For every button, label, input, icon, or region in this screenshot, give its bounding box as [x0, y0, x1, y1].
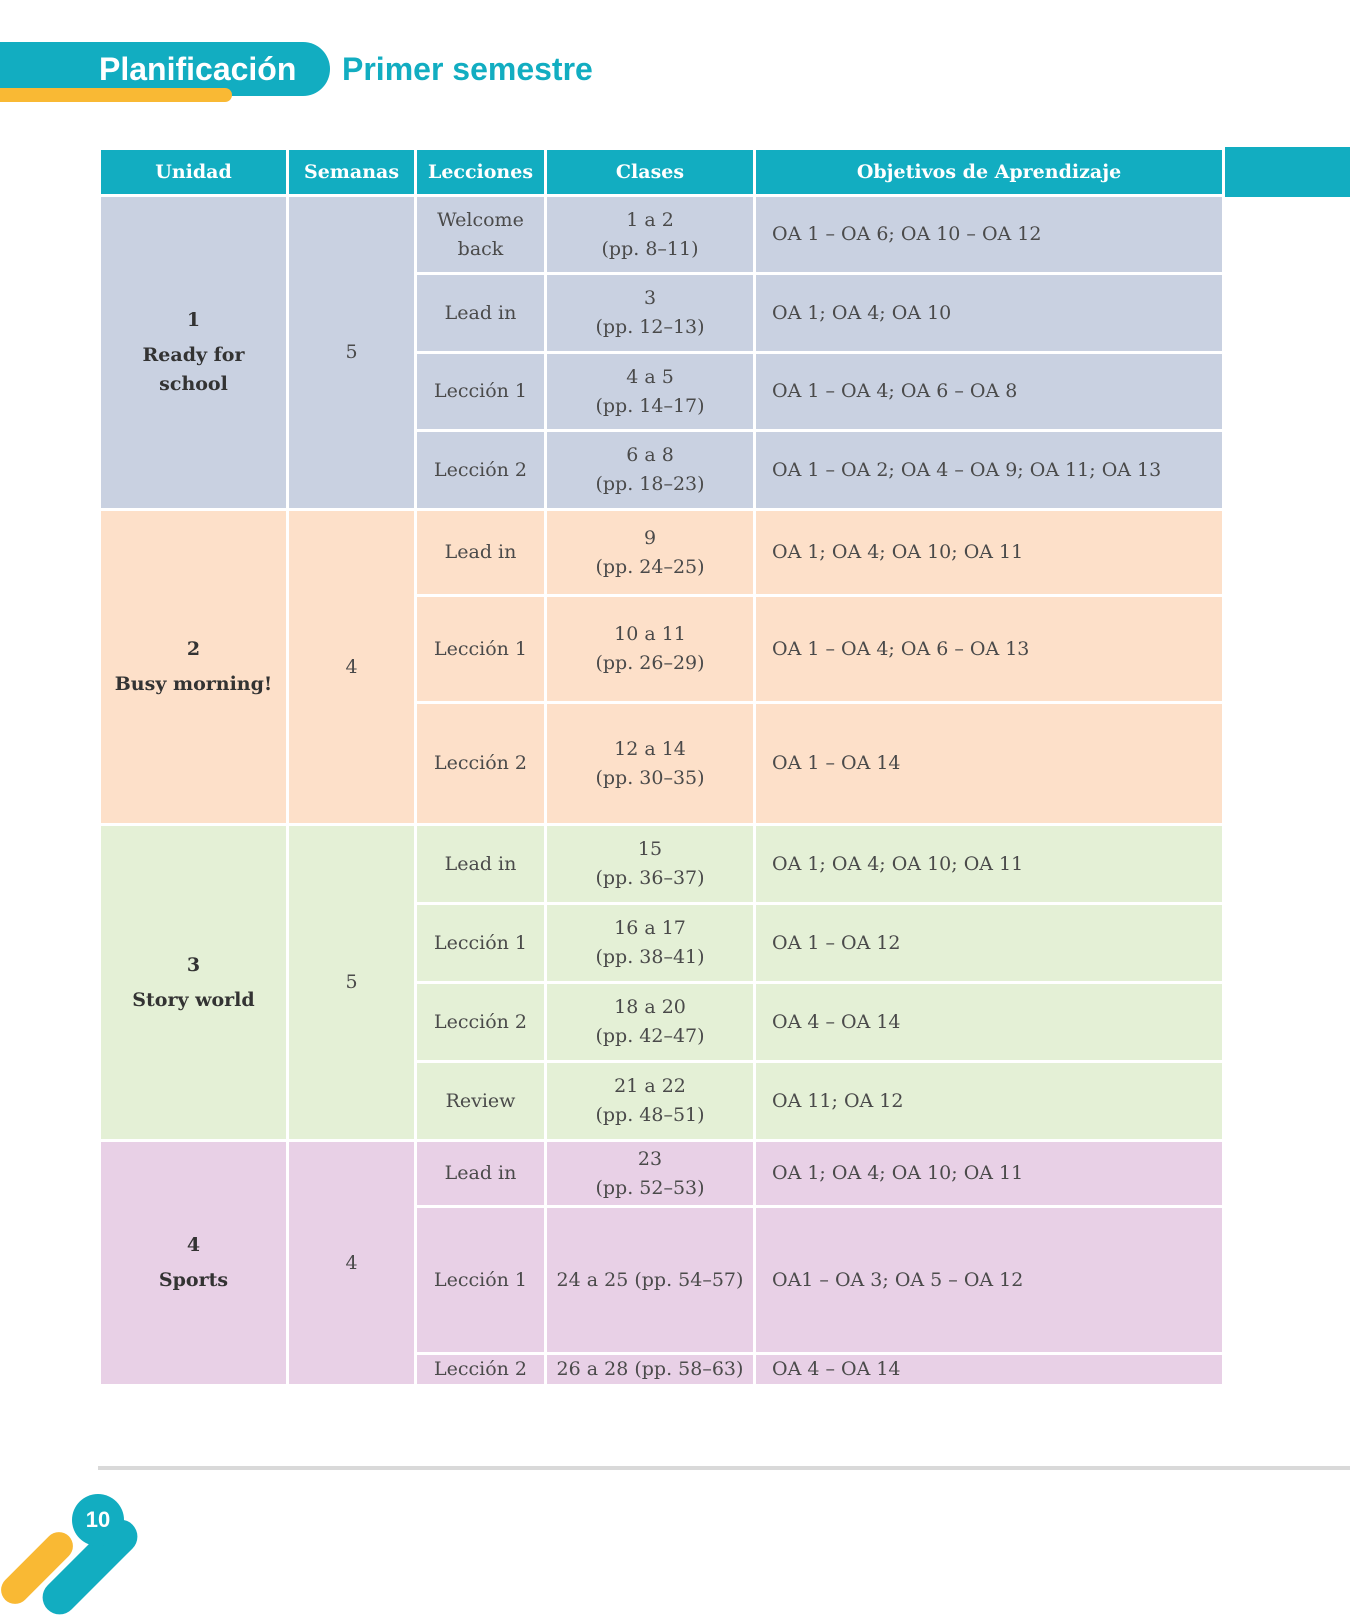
- table-row: [100, 196, 1224, 274]
- lesson-label: Lead in: [444, 301, 517, 324]
- classes-cell: [546, 904, 755, 983]
- lesson-cell: [416, 703, 546, 825]
- lesson-label: Lección 2: [433, 1358, 528, 1380]
- classes-label: 15 (pp. 36–37): [595, 838, 705, 889]
- unit-number: 3: [186, 953, 201, 976]
- page-title: Planificación: [99, 51, 297, 87]
- classes-label: 6 a 8 (pp. 18–23): [595, 444, 705, 495]
- classes-cell: [546, 1354, 755, 1386]
- page-number-badge: [0, 1480, 140, 1600]
- lesson-cell: [416, 1062, 546, 1141]
- page-header: [0, 0, 1350, 110]
- unit-name: Story world: [132, 988, 255, 1011]
- weeks-cell: 4: [288, 510, 416, 825]
- column-header-lecciones: Lecciones: [416, 149, 546, 196]
- classes-label: 10 a 11 (pp. 26–29): [595, 623, 705, 674]
- classes-cell: [546, 703, 755, 825]
- objectives-cell: OA 11; OA 12: [755, 1062, 1224, 1141]
- lesson-cell: [416, 1141, 546, 1207]
- lesson-cell: [416, 1207, 546, 1354]
- lesson-cell: [416, 825, 546, 904]
- page-subtitle: Primer semestre: [342, 51, 593, 87]
- lesson-cell: [416, 904, 546, 983]
- classes-label: 3 (pp. 12–13): [595, 287, 705, 338]
- lesson-label: Lección 1: [433, 380, 528, 402]
- weeks-cell: 4: [288, 1141, 416, 1386]
- classes-cell: [546, 1062, 755, 1141]
- objectives-cell: OA 1 – OA 2; OA 4 – OA 9; OA 11; OA 13: [755, 431, 1224, 510]
- classes-label: 21 a 22 (pp. 48–51): [595, 1075, 705, 1126]
- classes-label: 23 (pp. 52–53): [595, 1147, 705, 1199]
- lesson-label: Lección 1: [433, 1268, 528, 1291]
- objectives-cell: OA 1; OA 4; OA 10; OA 11: [755, 510, 1224, 596]
- objectives-cell: OA 4 – OA 14: [755, 983, 1224, 1062]
- objectives-cell: OA 1 – OA 4; OA 6 – OA 13: [755, 596, 1224, 703]
- lesson-label: Lección 1: [433, 637, 528, 660]
- lesson-label: Review: [445, 1089, 516, 1112]
- classes-label: 9 (pp. 24–25): [595, 526, 705, 578]
- objectives-cell: OA 1 – OA 14: [755, 703, 1224, 825]
- unit-name: Sports: [158, 1269, 229, 1291]
- lesson-cell: [416, 510, 546, 596]
- unit-number: 4: [186, 1234, 201, 1256]
- weeks-cell: 5: [288, 196, 416, 510]
- weeks-cell: 5: [288, 825, 416, 1141]
- unit-name: Ready for school: [142, 344, 245, 395]
- objectives-cell: OA 4 – OA 14: [755, 1354, 1224, 1386]
- classes-label: 4 a 5 (pp. 14–17): [595, 365, 705, 417]
- lesson-label: Lección 1: [433, 931, 528, 954]
- lesson-label: Lección 2: [433, 458, 528, 481]
- lesson-cell: [416, 196, 546, 274]
- table-row: [100, 825, 1224, 904]
- classes-label: 16 a 17 (pp. 38–41): [595, 917, 705, 968]
- unit-cell: [100, 825, 288, 1141]
- lesson-label: Welcome back: [437, 208, 524, 260]
- lesson-label: Lead in: [444, 541, 517, 563]
- column-header-objetivos: Objetivos de Aprendizaje: [755, 149, 1224, 196]
- table-header-row: [100, 149, 1224, 196]
- unit-number: 1: [186, 309, 201, 331]
- lesson-cell: [416, 431, 546, 510]
- column-header-clases: Clases: [546, 149, 755, 196]
- classes-cell: [546, 510, 755, 596]
- classes-cell: [546, 431, 755, 510]
- lesson-cell: [416, 1354, 546, 1386]
- classes-label: 12 a 14 (pp. 30–35): [595, 737, 705, 789]
- lesson-cell: [416, 274, 546, 353]
- lesson-cell: [416, 353, 546, 431]
- planning-table: [98, 147, 1225, 1387]
- table-row: [100, 510, 1224, 596]
- objectives-cell: OA 1 – OA 4; OA 6 – OA 8: [755, 353, 1224, 431]
- classes-cell: [546, 983, 755, 1062]
- lesson-label: Lead in: [444, 852, 517, 875]
- classes-cell: [546, 353, 755, 431]
- objectives-cell: OA 1 – OA 12: [755, 904, 1224, 983]
- classes-label: 24 a 25 (pp. 54–57): [556, 1268, 744, 1291]
- lesson-label: Lead in: [444, 1162, 517, 1184]
- lesson-label: Lección 2: [433, 752, 528, 774]
- classes-cell: [546, 1207, 755, 1354]
- classes-cell: [546, 596, 755, 703]
- table-bottom-shadow: [98, 1466, 1350, 1470]
- classes-label: 1 a 2 (pp. 8–11): [601, 208, 699, 260]
- page-number: 10: [85, 1507, 111, 1532]
- classes-cell: [546, 274, 755, 353]
- unit-cell: [100, 510, 288, 825]
- classes-cell: [546, 825, 755, 904]
- table-body: [100, 196, 1224, 1386]
- unit-number: 2: [186, 638, 201, 660]
- classes-cell: [546, 196, 755, 274]
- unit-cell: [100, 196, 288, 510]
- lesson-cell: [416, 983, 546, 1062]
- planning-table-container: [98, 147, 1350, 1387]
- objectives-cell: OA 1 – OA 6; OA 10 – OA 12: [755, 196, 1224, 274]
- unit-name: Busy morning!: [114, 673, 273, 695]
- table-row: [100, 1141, 1224, 1207]
- lesson-cell: [416, 596, 546, 703]
- classes-label: 18 a 20 (pp. 42–47): [595, 996, 705, 1047]
- objectives-cell: OA 1; OA 4; OA 10; OA 11: [755, 1141, 1224, 1207]
- objectives-cell: OA 1; OA 4; OA 10; OA 11: [755, 825, 1224, 904]
- objectives-cell: OA 1; OA 4; OA 10: [755, 274, 1224, 353]
- lesson-label: Lección 2: [433, 1010, 528, 1033]
- objectives-cell: OA1 – OA 3; OA 5 – OA 12: [755, 1207, 1224, 1354]
- unit-cell: [100, 1141, 288, 1386]
- classes-cell: [546, 1141, 755, 1207]
- classes-label: 26 a 28 (pp. 58–63): [556, 1358, 744, 1380]
- table-header-extension: [1222, 147, 1350, 197]
- column-header-semanas: Semanas: [288, 149, 416, 196]
- column-header-unidad: Unidad: [100, 149, 288, 196]
